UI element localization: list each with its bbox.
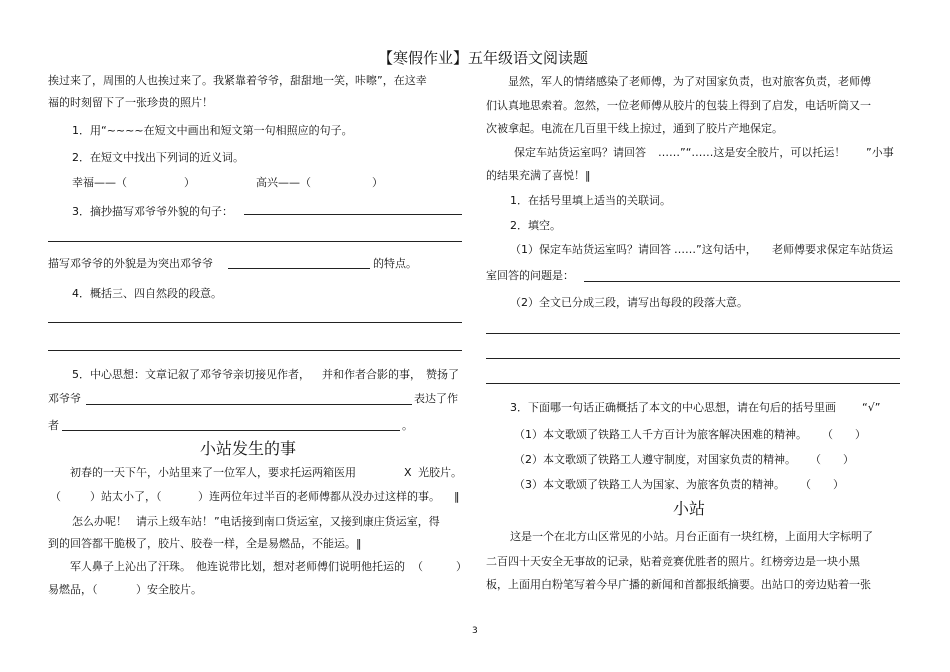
answer-line[interactable] xyxy=(486,358,900,359)
passage-text: 军人鼻子上沁出了汗珠。 xyxy=(70,560,191,573)
answer-line[interactable] xyxy=(486,333,900,334)
question-3: 3．下面哪一句话正确概括了本文的中心思想，请在句后的括号里画 xyxy=(510,401,836,414)
question-5: 邓爷爷 xyxy=(48,392,81,405)
passage-text: ”电话接到南口货运室，又接到康庄货运室，得 xyxy=(214,515,440,528)
passage-text: ）站太小了，（ xyxy=(90,490,162,503)
passage-text: 二百四十天安全无事故的记录，贴着竞赛优胜者的照片。红榜旁边是一块小黑 xyxy=(486,555,860,568)
passage-text: ） xyxy=(456,560,467,573)
passage-text: 初春的一天下午，小站里来了一位军人，要求托运两箱医用 xyxy=(70,466,356,479)
answer-line[interactable] xyxy=(62,430,400,431)
passage-text: 板，上面用白粉笔写着今早广播的新闻和首都报纸摘要。出站口的旁边贴着一张 xyxy=(486,578,871,591)
answer-line[interactable] xyxy=(48,350,462,351)
question-2: 2．在短文中找出下列词的近义词。 xyxy=(72,151,244,164)
option-2: （2）本文歌颂了铁路工人遵守制度，对国家负责的精神。 xyxy=(514,453,796,466)
passage-text: 们认真地思索着。忽然，一位老师傅从胶片的包装上得到了启发，电话听筒又一 xyxy=(486,99,871,112)
story-title: 小站发生的事 xyxy=(200,439,297,458)
passage-text: （ xyxy=(50,490,61,503)
option-1-blank[interactable]: （ ） xyxy=(822,428,866,441)
passage-text: 到的回答都干脆极了，胶片、胶卷一样，全是易燃品，不能运。‖ xyxy=(48,537,362,550)
option-2-blank[interactable]: （ ） xyxy=(810,453,854,466)
answer-line[interactable] xyxy=(48,241,462,242)
passage-text: ）安全胶片。 xyxy=(136,583,202,596)
passage-text: 他连说带比划，想对老师傅们说明他托运的 xyxy=(196,560,405,573)
page-title: 【寒假作业】五年级语文阅读题 xyxy=(378,49,589,67)
question-3: 3．摘抄描写邓爷爷外貌的句子： xyxy=(72,205,233,218)
passage-text: 这是一个在北方山区常见的小站。月台正面有一块红榜，上面用大字标明了 xyxy=(510,530,873,543)
passage-text: ‖ xyxy=(454,490,460,503)
passage-text: 的结果充满了喜悦！‖ xyxy=(486,169,591,182)
question-5: 赞扬了 xyxy=(426,368,459,381)
story-title: 小站 xyxy=(673,499,706,518)
question-3-part: 的特点。 xyxy=(373,257,417,270)
question-5: 5．中心思想：文章记叙了邓爷爷亲切接见作者， xyxy=(72,368,310,381)
question-1: 1．在括号里填上适当的关联词。 xyxy=(510,194,671,207)
option-1: （1）本文歌颂了铁路工人千方百计为旅客解决困难的精神。 xyxy=(514,428,807,441)
passage-text: ”小事 xyxy=(866,146,894,159)
question-2-2: （2）全文已分成三段，请写出每段的段落大意。 xyxy=(510,296,748,309)
question-2-1: ……”这句话中， xyxy=(674,243,757,256)
question-2-1: 室回答的问题是： xyxy=(486,269,574,282)
passage-text: ）连两位年过半百的老师傅都从没办过这样的事。 xyxy=(198,490,440,503)
answer-line[interactable] xyxy=(584,281,900,282)
passage-text: 保定车站货运室吗？请回答 xyxy=(514,146,646,159)
passage-text: 咔嚓”，在这幸 xyxy=(355,74,427,87)
passage-text: ……”“……这是安全胶片，可以托运！ xyxy=(658,146,846,159)
passage-text: 请示上级车站！ xyxy=(136,515,213,528)
option-3: （3）本文歌颂了铁路工人为国家、为旅客负责的精神。 xyxy=(514,478,785,491)
passage-text: 福的时刻留下了一张珍贵的照片！ xyxy=(48,96,213,109)
synonym-prompt: 高兴——（ xyxy=(256,176,311,189)
synonym-prompt: 幸福——（ xyxy=(72,176,127,189)
page-number: 3 xyxy=(472,626,478,636)
question-1: 1．用“~~~~在短文中画出和短文第一句相照应的句子。 xyxy=(72,124,353,137)
passage-text: 易燃品，（ xyxy=(48,583,98,596)
question-2: 2．填空。 xyxy=(510,219,561,232)
answer-line[interactable] xyxy=(228,268,370,269)
question-5: 者 xyxy=(48,419,59,432)
passage-text: 显然，军人的情绪感染了老师傅，为了对国家负责，也对旅客负责，老师傅 xyxy=(508,75,871,88)
passage-text: 挨过来了，周围的人也挨过来了。我紧靠着爷爷，甜甜地一笑， xyxy=(48,74,356,87)
bracket-close: ） xyxy=(372,176,383,189)
question-2-1: （1）保定车站货运室吗？请回答 xyxy=(510,243,671,256)
passage-text: 光胶片。 xyxy=(418,466,462,479)
checkmark-hint: “√” xyxy=(862,401,881,414)
passage-text: 次被拿起。电流在几百里干线上掠过，通到了胶片产地保定。 xyxy=(486,122,783,135)
question-2-1: 老师傅要求保定车站货运 xyxy=(772,243,893,256)
option-3-blank[interactable]: （ ） xyxy=(800,478,844,491)
answer-line[interactable] xyxy=(244,214,462,215)
question-5: 表达了作 xyxy=(414,392,458,405)
answer-line[interactable] xyxy=(486,383,900,384)
answer-line[interactable] xyxy=(86,404,412,405)
question-5: 。 xyxy=(402,419,413,432)
question-4: 4．概括三、四自然段的段意。 xyxy=(72,287,222,300)
passage-text: X xyxy=(404,466,412,479)
passage-text: 怎么办呢！ xyxy=(72,515,127,528)
passage-text: （ xyxy=(412,560,423,573)
answer-line[interactable] xyxy=(48,322,462,323)
question-5: 并和作者合影的事， xyxy=(322,368,421,381)
question-3-part: 描写邓爷爷的外貌是为突出邓爷爷 xyxy=(48,257,213,270)
bracket-close: ） xyxy=(184,176,195,189)
